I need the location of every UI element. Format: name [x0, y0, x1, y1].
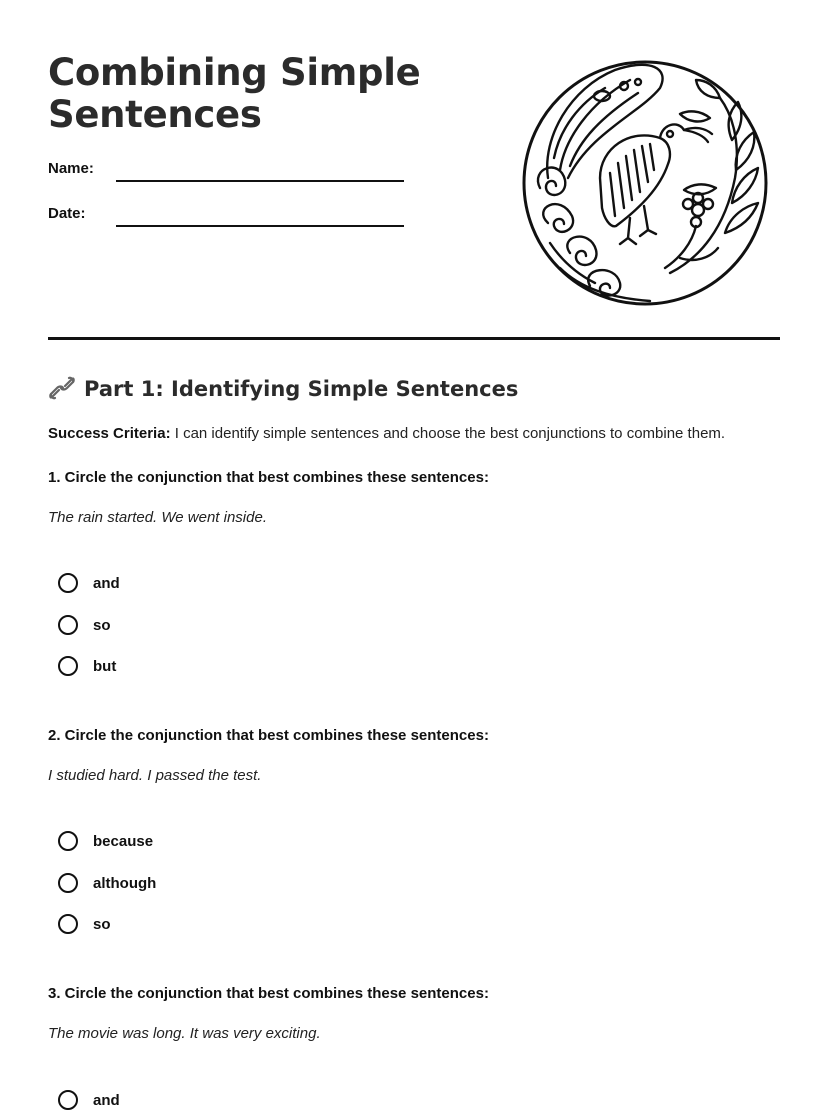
option-so[interactable] — [58, 613, 111, 637]
date-label: Date: — [48, 205, 86, 222]
option-because[interactable] — [58, 829, 153, 853]
name-field-line[interactable] — [116, 180, 404, 182]
question-sentence: The rain started. We went inside. — [48, 509, 267, 526]
kiwi-bird-emblem-icon — [520, 58, 770, 308]
option-and[interactable] — [58, 1088, 120, 1112]
section-divider — [48, 337, 780, 340]
success-criteria — [48, 425, 725, 442]
option-label: and — [93, 1091, 120, 1109]
radio-circle-icon[interactable] — [58, 656, 78, 676]
question-sentence: The movie was long. It was very exciting. — [48, 1025, 321, 1042]
radio-circle-icon[interactable] — [58, 873, 78, 893]
question-prompt: 2. Circle the conjunction that best combines these sentences: — [48, 727, 489, 744]
option-label: although — [93, 874, 157, 892]
question-prompt: 1. Circle the conjunction that best combines these sentences: — [48, 469, 489, 486]
option-and[interactable] — [58, 571, 120, 595]
part1-heading-text: Part 1: Identifying Simple Sentences — [84, 377, 519, 401]
option-label: and — [93, 574, 120, 592]
option-so[interactable] — [58, 912, 111, 936]
option-label: but — [93, 657, 117, 675]
name-label: Name: — [48, 160, 94, 177]
radio-circle-icon[interactable] — [58, 573, 78, 593]
option-but[interactable] — [58, 654, 116, 678]
question-sentence: I studied hard. I passed the test. — [48, 767, 262, 784]
option-label: so — [93, 915, 111, 933]
criteria-label: Success Criteria: — [48, 425, 171, 442]
link-icon — [48, 375, 76, 401]
date-field-line[interactable] — [116, 225, 404, 227]
page-title: Combining Simple Sentences — [48, 51, 421, 136]
option-label: because — [93, 832, 154, 850]
question-prompt: 3. Circle the conjunction that best combines these sentences: — [48, 985, 489, 1002]
radio-circle-icon[interactable] — [58, 914, 78, 934]
option-although[interactable] — [58, 871, 156, 895]
option-label: so — [93, 616, 111, 634]
part1-heading — [48, 374, 518, 404]
radio-circle-icon[interactable] — [58, 615, 78, 635]
radio-circle-icon[interactable] — [58, 831, 78, 851]
criteria-text: I can identify simple sentences and choose the best conjunctions to combine them. — [174, 425, 726, 442]
radio-circle-icon[interactable] — [58, 1090, 78, 1110]
